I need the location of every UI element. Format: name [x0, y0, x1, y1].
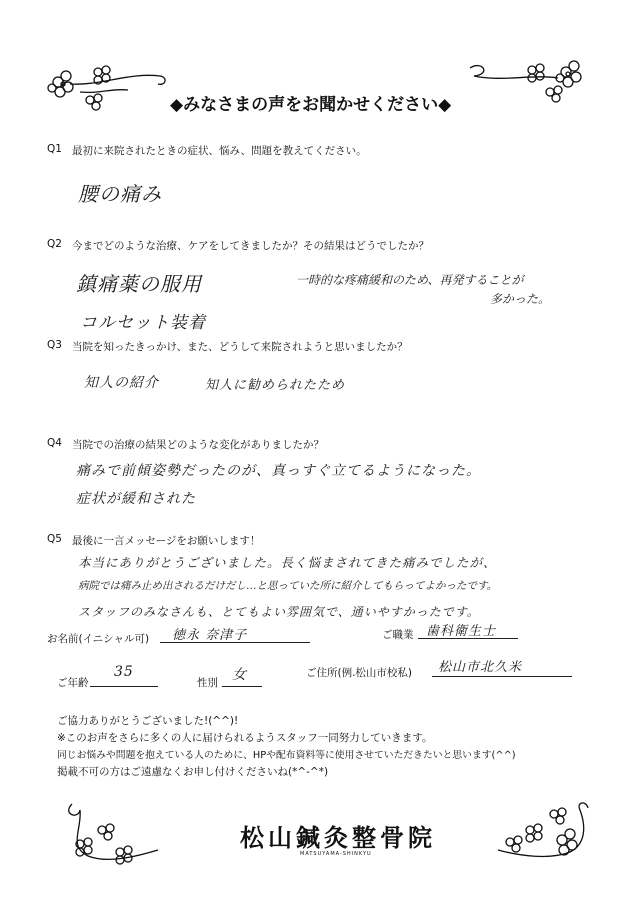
q2-question: 今までどのような治療、ケアをしてきましたか？その結果はどうでしたか？: [72, 240, 429, 252]
q3-answer-1: 知人の紹介: [84, 375, 159, 391]
flower-ornament-top-right-icon: [462, 56, 592, 106]
refusal-note: 掲載不可の方はご遠慮なくお申し付けくださいね(*^-^*): [57, 766, 329, 778]
q5-answer-3: スタッフのみなさんも、とてもよい雰囲気で、通いやすかったです。: [78, 605, 480, 619]
flower-ornament-bottom-right-icon: [490, 796, 600, 876]
thanks-note: ご協力ありがとうございました!(^^)!: [57, 715, 239, 727]
clinic-logo: 松山鍼灸整骨院: [240, 824, 436, 852]
usage-note: 同じお悩みや問題を抱えている人のために、HPや配布資料等に使用させていただきたいと思います(^^): [57, 750, 516, 761]
q5-question: 最後に一言メッセージをお願いします！: [72, 535, 261, 547]
age-value: 35: [114, 664, 134, 680]
name-value: 徳永 奈津子: [172, 628, 248, 643]
job-label: ご職業: [382, 629, 414, 641]
address-value: 松山市北久米: [438, 660, 523, 675]
flower-ornament-bottom-left-icon: [58, 790, 168, 870]
q2-answer-3: 一時的な疼痛緩和のため、再発することが: [296, 273, 524, 287]
age-label: ご年齢: [57, 677, 89, 689]
q5-label: Q5: [47, 533, 62, 545]
sex-value: 女: [232, 667, 247, 683]
q5-answer-2: 病院では痛み止め出されるだけだし…と思っていた所に紹介してもらってよかったです。: [78, 580, 498, 592]
job-value: 歯科衛生士: [426, 624, 497, 639]
q2-label: Q2: [47, 238, 62, 250]
q5-answer-1: 本当にありがとうございました。長く悩まされてきた痛みでしたが、: [78, 555, 497, 570]
address-label: ご住所(例.松山市校私): [306, 667, 413, 679]
effort-note: ※このお声をさらに多くの人に届けられるようスタッフ一同努力していきます。: [57, 732, 433, 744]
clinic-logo-sub: MATSUYAMA-SHINKYU: [300, 851, 372, 857]
page-title: ◆みなさまの声をお聞かせください◆: [170, 95, 452, 115]
q1-question: 最初に来院されたときの症状、悩み、問題を教えてください。: [72, 145, 367, 157]
q4-answer-2: 症状が緩和された: [76, 491, 196, 507]
name-label: お名前(イニシャル可): [47, 633, 150, 645]
q2-answer-1: 鎮痛薬の服用: [76, 272, 202, 296]
q4-answer-1: 痛みで前傾姿勢だったのが、真っすぐ立てるようになった。: [76, 463, 481, 479]
q2-answer-4: 多かった。: [490, 292, 551, 306]
q3-answer-2: 知人に勧められたため: [205, 378, 346, 393]
q1-label: Q1: [47, 143, 62, 155]
q3-question: 当院を知ったきっかけ、また、どうして来院されようと思いましたか？: [72, 341, 408, 353]
flower-ornament-top-left-icon: [40, 62, 170, 112]
q4-label: Q4: [47, 437, 62, 449]
q4-question: 当院での治療の結果どのような変化がありましたか？: [72, 439, 324, 451]
q1-answer: 腰の痛み: [78, 182, 162, 206]
q2-answer-2: コルセット装着: [80, 313, 206, 333]
q3-label: Q3: [47, 339, 62, 351]
sex-label: 性別: [197, 677, 218, 689]
